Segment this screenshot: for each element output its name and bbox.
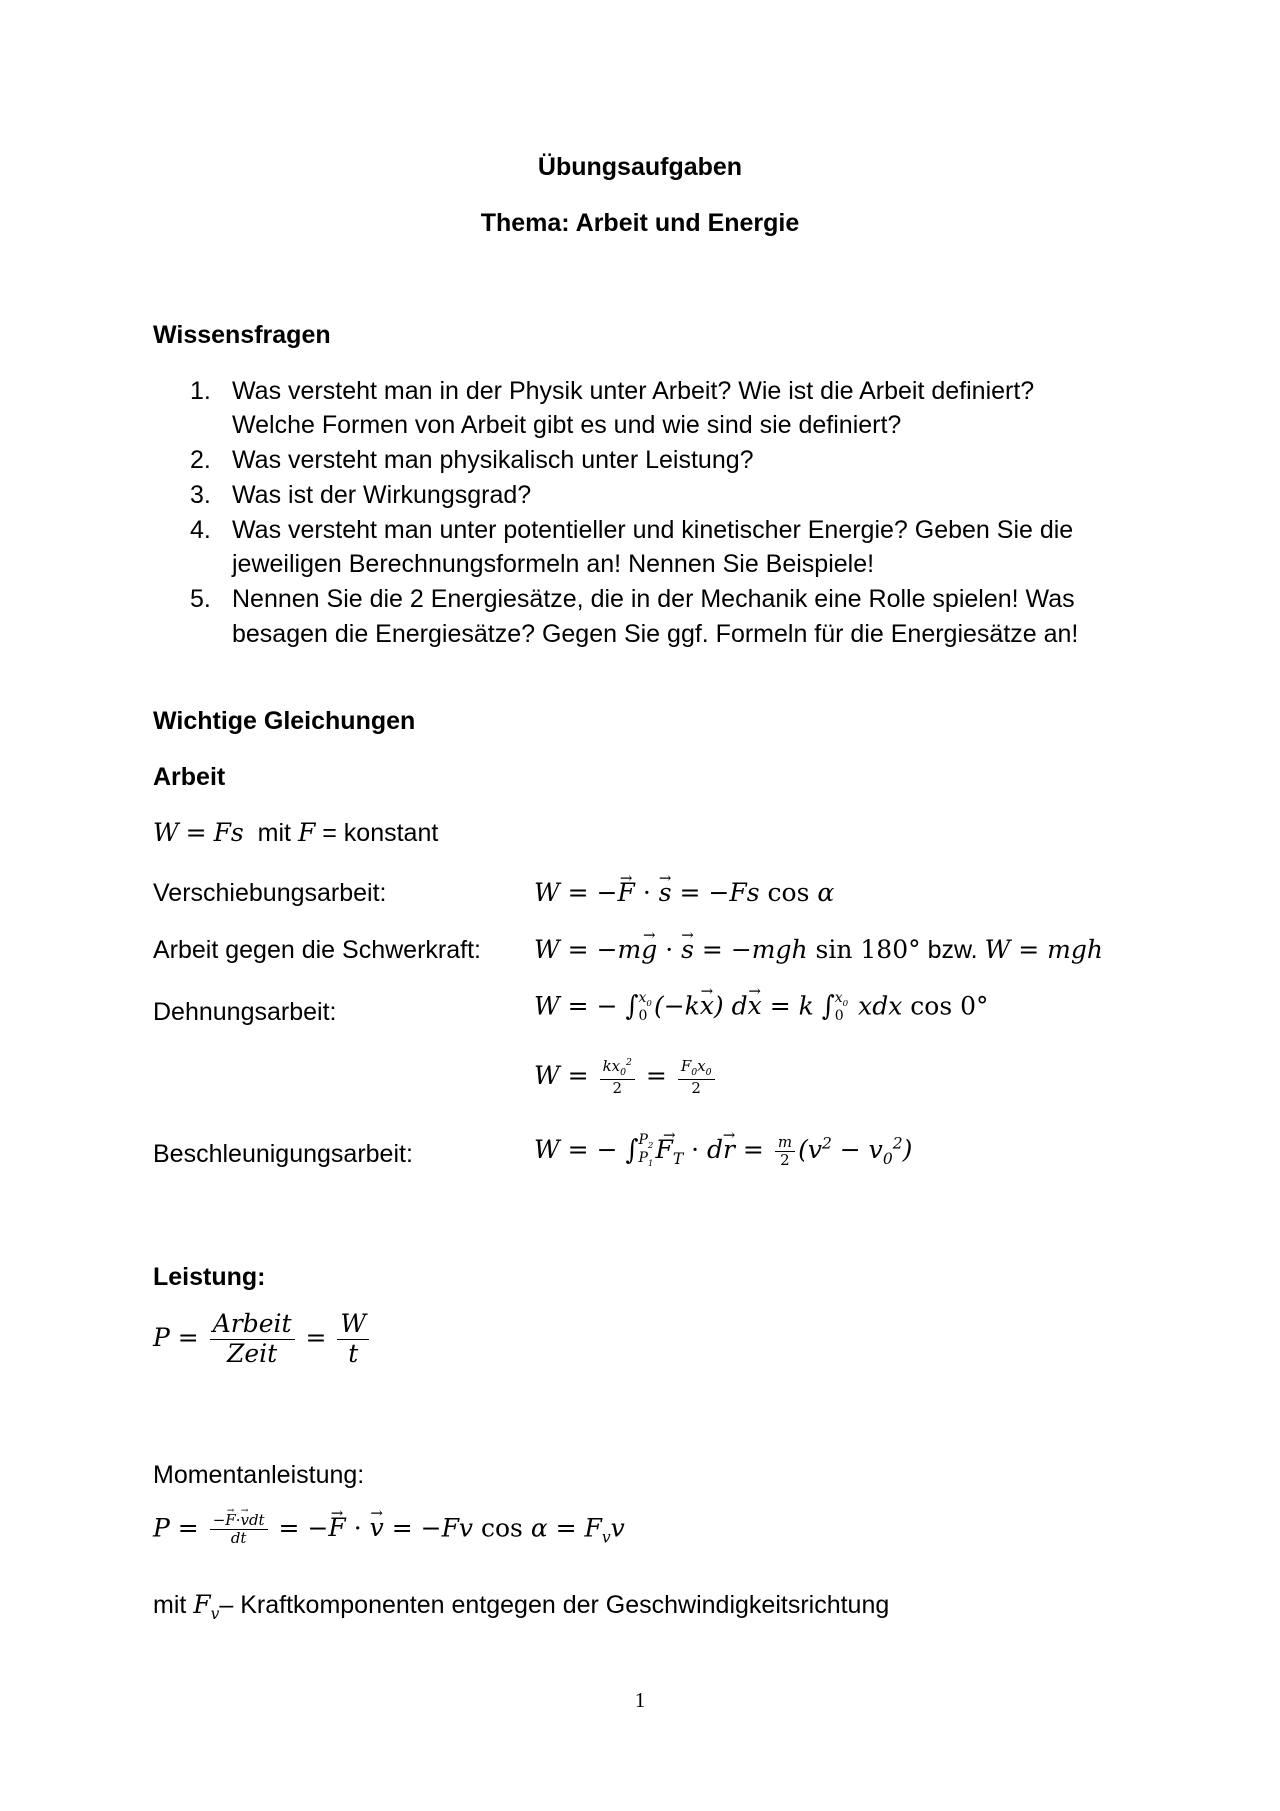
label-beschleunigungsarbeit: Beschleunigungsarbeit: <box>153 1140 413 1168</box>
subsection-heading-arbeit: Arbeit <box>153 763 226 791</box>
label-verschiebungsarbeit: Verschiebungsarbeit: <box>153 879 387 907</box>
footnote-fv: mit $F_v-$ Kraftkomponenten entgegen der Geschwindigkeitsrichtung <box>153 1590 890 1623</box>
list-item-text: Was ist der Wirkungsgrad? <box>232 481 532 509</box>
frac-denominator-zeit: Zeit <box>227 1338 278 1368</box>
mit-text: mit <box>153 1591 187 1619</box>
formula-work-constant-force: W = Fs mit F = konstant <box>153 818 439 847</box>
section-heading-wissensfragen: Wissensfragen <box>153 321 331 349</box>
formula-beschleunigungsarbeit: W = − ∫ $P_2$ $P_1$ → $F_T \cdot d\to r$ = $\frac{m}{2}$ $(v^2 - v_0^2)$ <box>534 1133 912 1170</box>
bzw-text: bzw. <box>927 936 978 964</box>
list-item-text: Was versteht man physikalisch unter Leistung? <box>232 446 754 474</box>
formula-dehnungsarbeit-2: W = $\frac{kx_0^2}{2}$ = $\frac{F_0x_0}{2}$ <box>534 1058 718 1097</box>
list-item-text: jeweiligen Berechnungsformeln an! Nennen Sie Beispiele! <box>232 550 875 578</box>
label-momentanleistung: Momentanleistung: <box>153 1461 365 1489</box>
label-schwerkraft: Arbeit gegen die Schwerkraft: <box>153 936 481 964</box>
section-heading-leistung: Leistung: <box>153 1263 266 1291</box>
list-item-number: 1. <box>190 377 211 405</box>
list-item-text: Nennen Sie die 2 Energiesätze, die in der Mechanik eine Rolle spielen! Was <box>232 585 1075 613</box>
list-item-number: 5. <box>190 585 211 613</box>
list-item-number: 4. <box>190 516 211 544</box>
list-item-text: Welche Formen von Arbeit gibt es und wie sind sie definiert? <box>232 411 902 439</box>
formula-leistung: P = $\frac{\text{Arbeit}}{\text{Zeit}}$ = $\frac{W}{t}$ <box>153 1310 372 1369</box>
formula-dehnungsarbeit: W = − ∫ $x_0$ 0 (−k→ x) d→ x = k ∫ $x_0$ 0 xdx cos 0° <box>534 991 989 1025</box>
page-number: 1 <box>634 1688 646 1712</box>
fv-description: – Kraftkomponenten entgegen der Geschwindigkeitsrichtung <box>219 1591 890 1619</box>
list-item-text: Was versteht man unter potentieller und kinetischer Energie? Geben Sie die <box>232 516 1074 544</box>
list-item-number: 3. <box>190 481 211 509</box>
konstant-text: = konstant <box>322 819 439 847</box>
formula-momentanleistung: P = $\frac{\text{−→ F·→ vdt}}{dt}$ = −→ F · → v = −Fv $\cos \alpha = F_vv$ <box>153 1512 625 1548</box>
list-item-text: Was versteht man in der Physik unter Arbeit? Wie ist die Arbeit definiert? <box>232 377 1035 405</box>
list-item-text: besagen die Energiesätze? Gegen Sie ggf. Formeln für die Energiesätze an! <box>232 620 1079 648</box>
formula-verschiebungsarbeit: W = −→ F · → s = −Fs cos α <box>534 878 834 908</box>
list-item-number: 2. <box>190 446 211 474</box>
formula-schwerkraft: W = −m→ g · → s = −mgh sin 180° bzw. W = mgh <box>534 935 1103 965</box>
mit-text: mit <box>257 819 291 847</box>
page-subtitle: Thema: Arbeit und Energie <box>480 209 800 237</box>
frac-numerator-arbeit: Arbeit <box>210 1310 295 1340</box>
label-dehnungsarbeit: Dehnungsarbeit: <box>153 998 337 1026</box>
page-title: Übungsaufgaben <box>537 153 743 181</box>
section-heading-gleichungen: Wichtige Gleichungen <box>153 707 416 735</box>
